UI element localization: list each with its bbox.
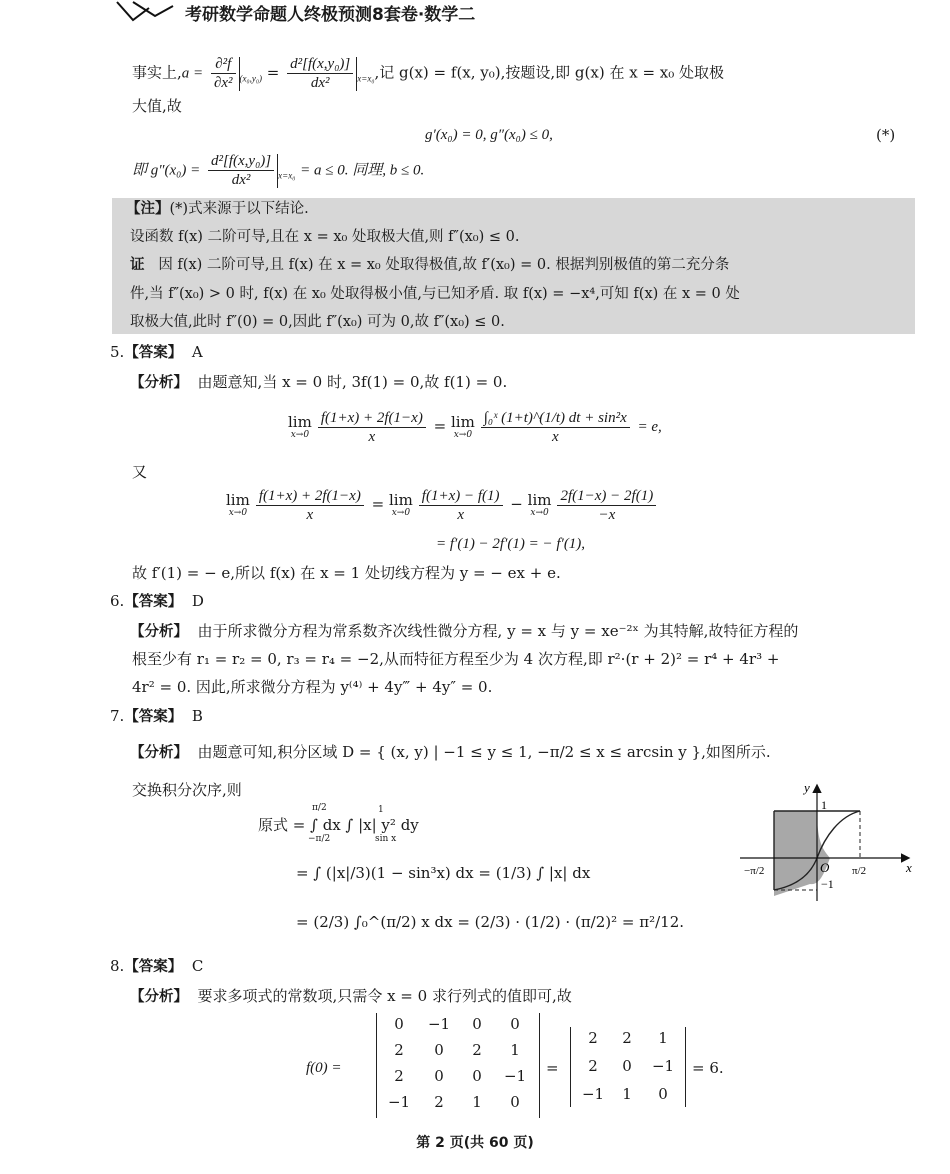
m4-cell: 0 bbox=[472, 1015, 482, 1033]
header-title: 考研数学命题人终极预测8套卷·数学二 bbox=[185, 5, 476, 25]
q8-analysis-line: 【分析】 要求多项式的常数项,只需令 x = 0 求行列式的值即可,故 bbox=[130, 987, 572, 1005]
intro-line-4: 即 g″(x₀) = $\frac{\text{d²[f(x,y₀)]}}{\text{dx²}}$ $_{x=x_0}$ = a ≤ 0. 同理, b ≤ 0. bbox=[132, 153, 425, 188]
q7-eq1-lower: −π/2 bbox=[308, 834, 331, 844]
q7-eq1-upper2: 1 bbox=[378, 805, 384, 815]
page-footer: 第 2 页(共 60 页) bbox=[416, 1135, 534, 1151]
q8-lhs: f(0) = bbox=[306, 1060, 342, 1076]
m4-cell: 0 bbox=[510, 1093, 520, 1111]
q7-answer-line: 7.【答案】 B bbox=[110, 707, 203, 725]
q5-eq1: lim x→0 $\frac{f(1+x) + 2f(1-x)}{x}$ = lim x→0 $\frac{\text{∫₀ˣ (1+t)\textasciicircum{}(1/t) dt + sin²x}}{x}$ = e, bbox=[288, 409, 662, 445]
q8-answer: C bbox=[191, 957, 204, 975]
m4-cell: −1 bbox=[427, 1015, 451, 1033]
m4-cell: 2 bbox=[394, 1041, 404, 1059]
m3-cell: 1 bbox=[622, 1085, 632, 1103]
q6-answer-line: 6.【答案】 D bbox=[110, 592, 204, 610]
note-line-5: 取极大值,此时 f″(0) = 0,因此 f″(x₀) 可为 0,故 f″(x₀) ≤ 0. bbox=[130, 314, 505, 330]
q8-eq: = bbox=[546, 1059, 559, 1077]
note-line-4: 件,当 f″(x₀) > 0 时, f(x) 在 x₀ 处取得极小值,与已知矛盾. 取 f(x) = −x⁴,可知 f(x) 在 x = 0 处 bbox=[130, 286, 740, 302]
m3-cell: 2 bbox=[622, 1029, 632, 1047]
header-logo-arrows bbox=[115, 0, 177, 22]
intro-line-2: 大值,故 bbox=[132, 97, 182, 115]
q7-analysis-line: 【分析】 由题意可知,积分区域 D = { (x, y) | −1 ≤ y ≤ 1, −π/2 ≤ x ≤ arcsin y },如图所示. bbox=[130, 743, 771, 761]
q7-eq2: = ∫ (|x|/3)(1 − sin³x) dx = (1/3) ∫ |x| dx bbox=[296, 864, 591, 882]
m3-cell: −1 bbox=[651, 1057, 675, 1075]
fig-y-label: y bbox=[804, 780, 810, 795]
m4-cell: 0 bbox=[472, 1067, 482, 1085]
m3-cell: −1 bbox=[581, 1085, 605, 1103]
q5-again: 又 bbox=[132, 463, 148, 481]
intro-line-3: g′(x₀) = 0, g″(x₀) ≤ 0, bbox=[425, 127, 553, 143]
fig-x-label: x bbox=[906, 860, 912, 875]
m3-cell: 2 bbox=[588, 1029, 598, 1047]
q8-result: = 6. bbox=[692, 1059, 724, 1077]
m3-cell: 2 bbox=[588, 1057, 598, 1075]
note-line-3: 证 因 f(x) 二阶可导,且 f(x) 在 x = x₀ 处取得极值,故 f′(x₀) = 0. 根据判别极值的第二充分条 bbox=[130, 257, 730, 273]
note-line-2: 设函数 f(x) 二阶可导,且在 x = x₀ 处取极大值,则 f″(x₀) ≤ 0. bbox=[130, 229, 520, 245]
note-label: 【注】 bbox=[126, 201, 170, 217]
q6-line-3: 4r² = 0. 因此,所求微分方程为 y⁽⁴⁾ + 4y‴ + 4y″ = 0. bbox=[132, 678, 493, 696]
m4-cell: 1 bbox=[510, 1041, 520, 1059]
q5-conclusion: 故 f′(1) = − e,所以 f(x) 在 x = 1 处切线方程为 y = − ex + e. bbox=[132, 564, 561, 582]
m4-cell: −1 bbox=[503, 1067, 527, 1085]
q8-determinant-3x3 bbox=[570, 1027, 686, 1107]
q7-eq1-limits: π/2 bbox=[312, 803, 327, 813]
q7-eq3: = (2/3) ∫₀^(π/2) x dx = (2/3) · (1/2) · (π/2)² = π²/12. bbox=[296, 913, 685, 931]
intro-line-3-tag: (*) bbox=[876, 126, 896, 144]
q6-answer: D bbox=[191, 592, 204, 610]
m4-cell: 2 bbox=[394, 1067, 404, 1085]
note-box bbox=[112, 198, 915, 334]
proof-label: 证 bbox=[130, 257, 145, 273]
m4-cell: 0 bbox=[434, 1067, 444, 1085]
fig-neg-one: −1 bbox=[821, 877, 834, 891]
intro-line-1: 事实上,a = $\frac{\text{∂²f}}{\text{∂x²}}$ $_{(x_0,y_0)}$ = $\frac{\text{d²[f(x,y₀)]}}{\text{dx²}}$ $_{x=x_0}$,记 g(x) = f(x, y₀),按题设,即 g(x) 在 x = x₀ 处取极 bbox=[132, 56, 725, 91]
fig-half-pi: π/2 bbox=[852, 865, 867, 877]
m4-cell: 0 bbox=[510, 1015, 520, 1033]
q5-eq2: lim x→0 $\frac{f(1+x) + 2f(1-x)}{x}$ = lim x→0 $\frac{f(1+x) - f(1)}{x}$ − lim x→0 $\frac{2f(1-x) - 2f(1)}{-x}$ bbox=[226, 486, 659, 524]
q5-answer-line: 5.【答案】 A bbox=[110, 343, 203, 361]
q8-answer-line: 8.【答案】 C bbox=[110, 957, 204, 975]
fig-neg-half-pi: −π/2 bbox=[744, 865, 765, 877]
m4-cell: 1 bbox=[472, 1093, 482, 1111]
q5-answer: A bbox=[191, 343, 203, 361]
note-line-1: 【注】(*)式来源于以下结论. bbox=[126, 201, 309, 217]
fig-origin: O bbox=[820, 860, 830, 875]
q6-line-2: 根至少有 r₁ = r₂ = 0, r₃ = r₄ = −2,从而特征方程至少为 4 次方程,即 r²·(r + 2)² = r⁴ + 4r³ + bbox=[132, 650, 780, 668]
m4-cell: 2 bbox=[434, 1093, 444, 1111]
m3-cell: 0 bbox=[622, 1057, 632, 1075]
q7-eq1-lower2: sin x bbox=[375, 834, 397, 844]
q7-answer: B bbox=[191, 707, 203, 725]
q5-analysis-line: 【分析】 由题意知,当 x = 0 时, 3f(1) = 0,故 f(1) = 0. bbox=[130, 373, 508, 391]
fig-one: 1 bbox=[821, 798, 827, 812]
q7-eq1: 原式 = ∫ dx ∫ |x| y² dy bbox=[258, 816, 419, 834]
q7-line-2: 交换积分次序,则 bbox=[132, 781, 242, 799]
m4-cell: 0 bbox=[434, 1041, 444, 1059]
q5-eq3: = f′(1) − 2f′(1) = − f′(1), bbox=[436, 536, 586, 552]
m3-cell: 1 bbox=[658, 1029, 668, 1047]
m4-cell: −1 bbox=[387, 1093, 411, 1111]
q8-determinant-4x4 bbox=[376, 1013, 540, 1118]
m4-cell: 0 bbox=[394, 1015, 404, 1033]
m4-cell: 2 bbox=[472, 1041, 482, 1059]
q6-analysis-line-1: 【分析】 由于所求微分方程为常系数齐次线性微分方程, y = x 与 y = xe⁻²ˣ 为其特解,故特征方程的 bbox=[130, 622, 799, 640]
q5-answer-label: 【答案】 bbox=[124, 345, 183, 361]
q7-region-figure bbox=[730, 776, 920, 906]
m3-cell: 0 bbox=[658, 1085, 668, 1103]
